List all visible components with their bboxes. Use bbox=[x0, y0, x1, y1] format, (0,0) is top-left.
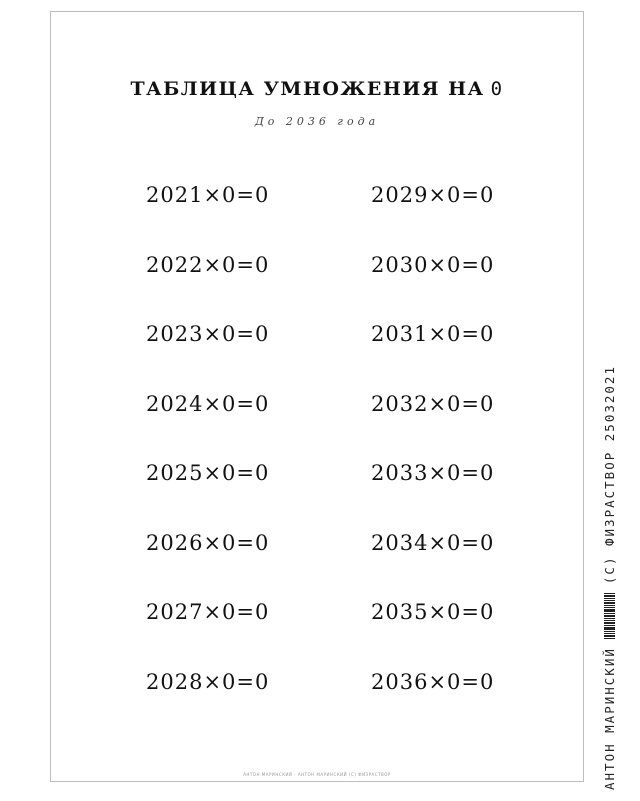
footer-fine-print: АНТОН МАРИНСКИЙ · АНТОН МАРИНСКИЙ (С) ФИЗРАСТВОР bbox=[243, 772, 391, 777]
equation: 2033×0=0 bbox=[371, 461, 495, 485]
side-caption bbox=[602, 365, 617, 790]
equation: 2028×0=0 bbox=[146, 669, 270, 694]
title-number: 0 bbox=[490, 78, 504, 100]
equation: 2023×0=0 bbox=[146, 322, 270, 346]
equation: 2027×0=0 bbox=[146, 600, 270, 624]
credit-text: (С) ФИЗРАСТВОР 25032021 bbox=[602, 365, 617, 585]
author-name: АНТОН МАРИНСКИЙ bbox=[602, 647, 617, 790]
equation: 2030×0=0 bbox=[371, 252, 495, 277]
title-text: ТАБЛИЦА УМНОЖЕНИЯ НА bbox=[130, 78, 485, 100]
equation: 2025×0=0 bbox=[146, 461, 270, 485]
left-column bbox=[146, 176, 269, 732]
page-title bbox=[51, 78, 583, 100]
equation: 2026×0=0 bbox=[146, 530, 270, 555]
equation: 2034×0=0 bbox=[371, 530, 495, 555]
equation: 2036×0=0 bbox=[371, 669, 495, 694]
equation: 2021×0=0 bbox=[146, 183, 270, 207]
equation: 2031×0=0 bbox=[371, 322, 495, 346]
equation: 2024×0=0 bbox=[146, 391, 270, 416]
equation: 2029×0=0 bbox=[371, 183, 495, 207]
equation: 2032×0=0 bbox=[371, 391, 495, 416]
poster bbox=[50, 11, 584, 782]
subtitle: До 2036 года bbox=[254, 115, 380, 128]
equation: 2035×0=0 bbox=[371, 600, 495, 624]
barcode-icon bbox=[604, 592, 615, 639]
right-column bbox=[371, 176, 494, 732]
equation: 2022×0=0 bbox=[146, 252, 270, 277]
